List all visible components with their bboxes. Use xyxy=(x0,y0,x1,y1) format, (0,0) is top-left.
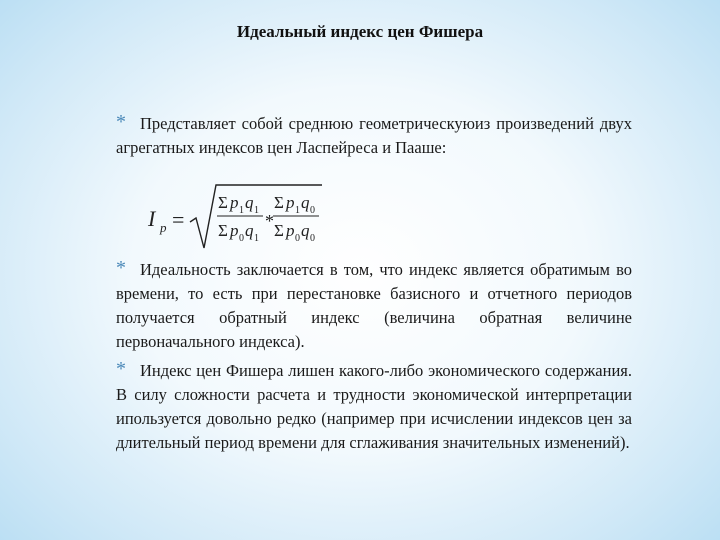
slide-title: Идеальный индекс цен Фишера xyxy=(236,22,484,41)
formula-sub: 1 xyxy=(295,205,300,216)
formula-sub: 0 xyxy=(310,205,315,216)
asterisk-bullet-icon: * xyxy=(116,358,126,380)
formula-sigma: Σ xyxy=(274,193,284,212)
bullet-text: Представляет собой среднюю геометрическуюиз произведений двух агрегатных индексов цен Ласпейреса и Пааше: xyxy=(116,114,632,157)
formula-lhs-i: I xyxy=(148,206,156,231)
formula-q: q xyxy=(245,221,254,240)
fisher-index-formula xyxy=(146,182,322,252)
formula-sub: 1 xyxy=(254,233,259,244)
formula-q: q xyxy=(301,221,310,240)
asterisk-bullet-icon: * xyxy=(116,111,126,133)
bullet-paragraph-usage xyxy=(116,357,632,455)
formula-sub: 0 xyxy=(239,233,244,244)
formula-q: q xyxy=(245,193,254,212)
formula-times: * xyxy=(265,211,274,231)
bullet-paragraph-definition xyxy=(116,110,632,160)
formula-sigma: Σ xyxy=(218,221,228,240)
bullet-text: Идеальность заключается в том, что индекс является обратимым во времени, то есть при перестановке базисного и отчетного периодов получается обратный индекс (величина обратная величине первоначального индекса). xyxy=(116,260,632,351)
bullet-text: Индекс цен Фишера лишен какого-либо экономического содержания. В силу сложности расчета и трудности экономической интерпретации ипользуется довольно редко (например при исчислении индексов цен за длительный период времени для сглаживания значительных изменений). xyxy=(116,361,632,452)
formula-sub: 0 xyxy=(295,233,300,244)
formula-sigma: Σ xyxy=(218,193,228,212)
asterisk-bullet-icon: * xyxy=(116,257,126,279)
formula-sub: 1 xyxy=(254,205,259,216)
formula-sub: 0 xyxy=(310,233,315,244)
formula-p: p xyxy=(230,193,239,212)
formula-p: p xyxy=(230,221,239,240)
formula-lhs-sub-p: p xyxy=(160,220,167,235)
formula-sigma: Σ xyxy=(274,221,284,240)
formula-q: q xyxy=(301,193,310,212)
formula-p: p xyxy=(286,193,295,212)
bullet-paragraph-reversibility xyxy=(116,256,632,354)
formula-p: p xyxy=(286,221,295,240)
formula-sub: 1 xyxy=(239,205,244,216)
formula-equals: = xyxy=(172,207,185,232)
